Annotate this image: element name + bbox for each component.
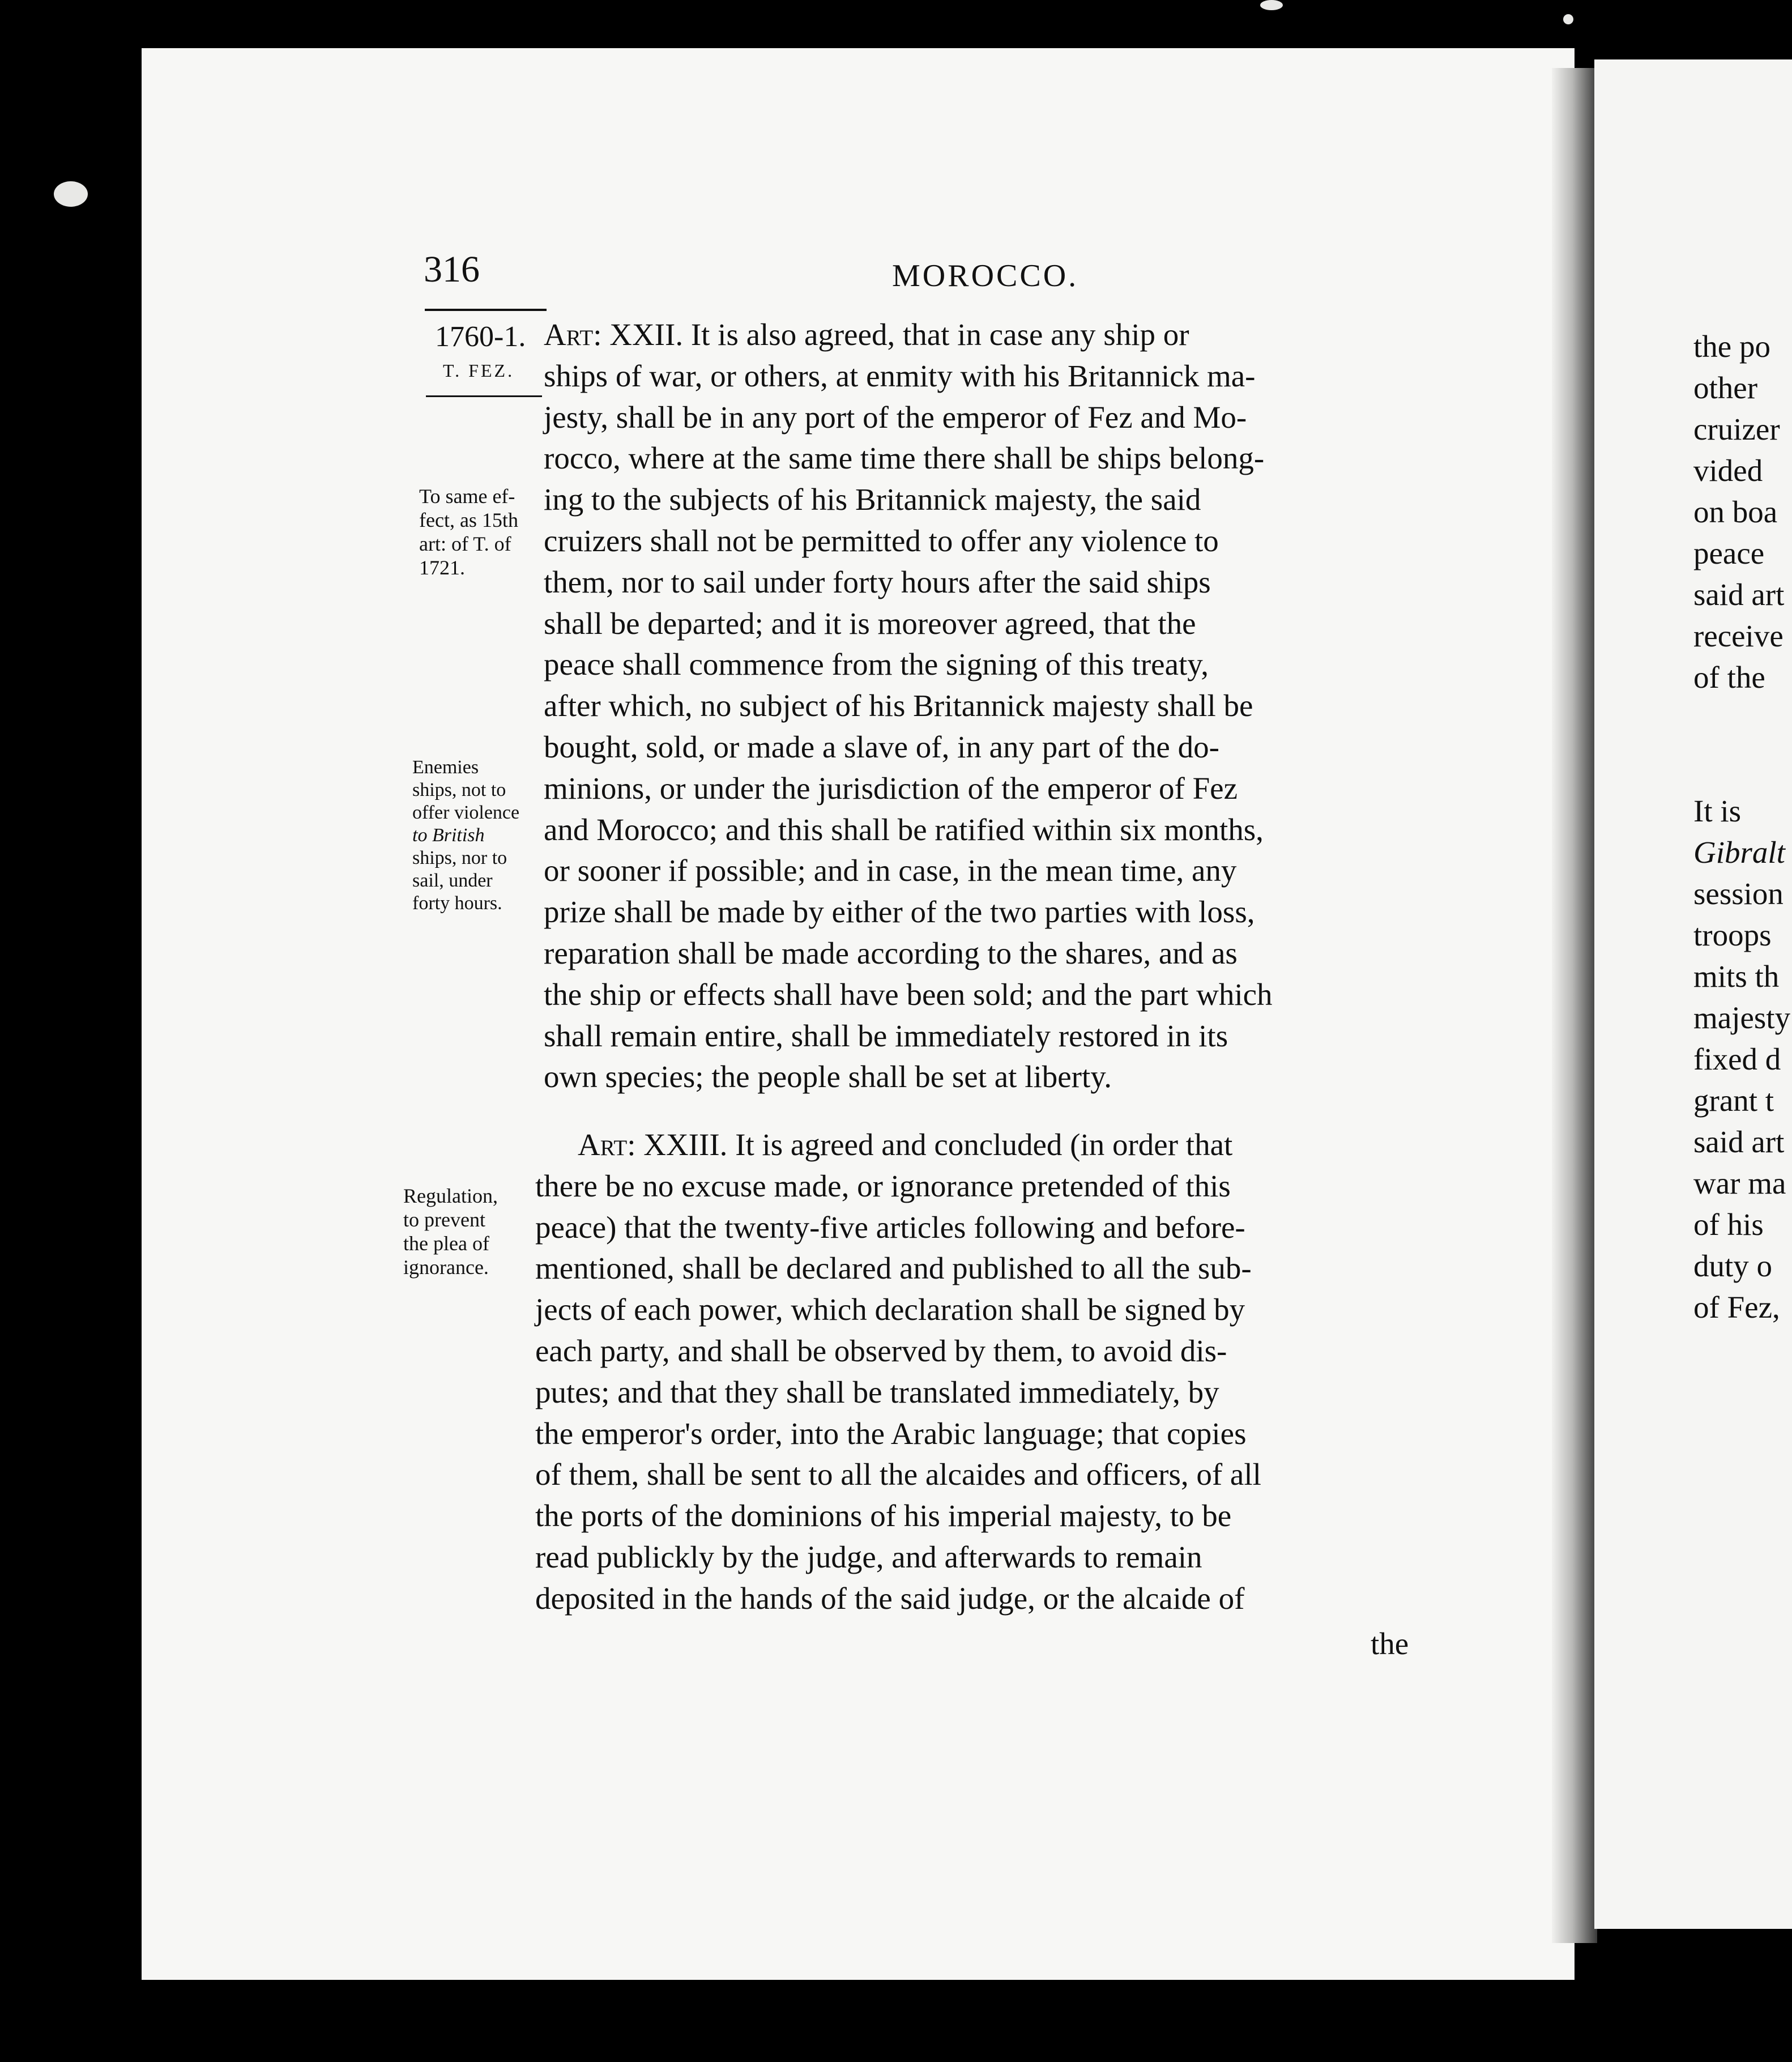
facing-page-text-top [1693, 326, 1784, 698]
margin-note-line: sail, under [412, 870, 493, 891]
article-line: minions, or under the jurisdiction of the emperor of Fez [544, 770, 1238, 806]
margin-note-line: 1721. [419, 556, 465, 579]
margin-note-line: offer violence [412, 802, 520, 823]
margin-note-enemies-ships [412, 756, 519, 915]
article-23 [535, 1124, 1424, 1620]
article-line: jesty, shall be in any port of the emperor of Fez and Mo- [544, 399, 1247, 434]
article-line: each party, and shall be observed by them, to avoid dis- [535, 1333, 1227, 1368]
margin-note-same-effect [419, 484, 518, 580]
margin-treaty: T. FEZ. [443, 360, 515, 381]
article-line: jects of each power, which declaration shall be signed by [535, 1292, 1245, 1327]
margin-note-line: to prevent [403, 1208, 485, 1231]
facing-line: duty o [1693, 1249, 1773, 1283]
article-line: putes; and that they shall be translated immediately, by [535, 1374, 1219, 1409]
facing-page-text-bottom [1693, 790, 1790, 1328]
facing-line: troops [1693, 918, 1772, 952]
facing-line: Gibralt [1693, 835, 1785, 870]
article-line: and Morocco; and this shall be ratified within six months, [544, 812, 1264, 847]
article-line: shall remain entire, shall be immediately restored in its [544, 1018, 1228, 1053]
article-line: shall be departed; and it is moreover agreed, that the [544, 606, 1196, 641]
dust-speck [1563, 14, 1573, 24]
article-line: the emperor's order, into the Arabic language; that copies [535, 1416, 1247, 1451]
article-line: of them, shall be sent to all the alcaides and officers, of all [535, 1457, 1261, 1492]
facing-line: of his [1693, 1207, 1764, 1242]
margin-note-line: To same ef- [419, 485, 515, 508]
margin-note-regulation [403, 1184, 498, 1279]
facing-line: mits th [1693, 959, 1780, 994]
facing-line: other [1693, 370, 1758, 405]
facing-line: of Fez, [1693, 1290, 1780, 1324]
article-line: after which, no subject of his Britannick majesty shall be [544, 688, 1253, 723]
article-text: It is agreed and concluded (in order that [735, 1127, 1233, 1162]
article-line: read publickly by the judge, and afterwards to remain [535, 1539, 1202, 1574]
article-line: peace) that the twenty-five articles following and before- [535, 1209, 1245, 1245]
facing-line: It is [1693, 794, 1742, 828]
article-text: It is also agreed, that in case any ship or [690, 317, 1189, 352]
article-line: mentioned, shall be declared and published to all the sub- [535, 1251, 1252, 1286]
article-line: there be no excuse made, or ignorance pretended of this [535, 1168, 1231, 1203]
facing-line: vided [1693, 453, 1763, 488]
margin-date: 1760-1. [435, 321, 526, 353]
article-line: peace shall commence from the signing of this treaty, [544, 647, 1209, 682]
article-line: them, nor to sail under forty hours after the said ships [544, 564, 1211, 599]
article-heading: Art: XXIII. [578, 1127, 728, 1162]
catchword: the [1371, 1626, 1409, 1661]
facing-line: said art [1693, 1124, 1785, 1159]
facing-line: majesty [1693, 1000, 1791, 1035]
margin-note-line: to British [412, 825, 485, 846]
facing-line: the po [1693, 329, 1770, 364]
margin-note-line: forty hours. [412, 893, 502, 914]
page-number: 316 [424, 249, 480, 290]
dust-speck [54, 181, 88, 207]
margin-note-line: Enemies [412, 757, 479, 778]
article-line: ing to the subjects of his Britannick majesty, the said [544, 482, 1201, 517]
margin-rule-bottom [426, 395, 542, 397]
margin-note-line: Regulation, [403, 1185, 498, 1207]
facing-line: fixed d [1693, 1042, 1781, 1076]
facing-line: said art [1693, 577, 1785, 612]
article-line: prize shall be made by either of the two parties with loss, [544, 894, 1255, 930]
margin-note-line: ships, not to [412, 779, 506, 800]
facing-line: receive [1693, 619, 1784, 653]
article-22 [544, 314, 1439, 1098]
facing-line: of the [1693, 660, 1765, 695]
facing-line: on boa [1693, 495, 1778, 529]
article-line: the ship or effects shall have been sold; and the part which [544, 977, 1273, 1012]
margin-note-line: ships, nor to [412, 847, 507, 868]
running-title: MOROCCO. [892, 258, 1079, 293]
article-line: reparation shall be made according to the shares, and as [544, 935, 1238, 970]
article-line: cruizers shall not be permitted to offer any violence to [544, 523, 1219, 558]
article-line: ships of war, or others, at enmity with his Britannick ma- [544, 358, 1256, 393]
margin-note-line: ignorance. [403, 1256, 489, 1279]
article-heading: Art: XXII. [544, 317, 684, 352]
margin-note-line: the plea of [403, 1232, 489, 1255]
facing-line: grant t [1693, 1083, 1774, 1118]
facing-line: peace [1693, 536, 1765, 570]
margin-note-line: art: of T. of [419, 532, 511, 555]
margin-rule-top [425, 309, 547, 311]
article-line: rocco, where at the same time there shall be ships belong- [544, 441, 1265, 476]
article-line: deposited in the hands of the said judge, or the alcaide of [535, 1580, 1245, 1616]
book-gutter [1552, 68, 1597, 1943]
facing-line: cruizer [1693, 412, 1780, 446]
article-line: or sooner if possible; and in case, in the mean time, any [544, 853, 1237, 888]
article-line [535, 1124, 1424, 1166]
margin-note-line: fect, as 15th [419, 509, 518, 531]
facing-line: war ma [1693, 1166, 1786, 1200]
article-line: bought, sold, or made a slave of, in any part of the do- [544, 729, 1219, 764]
article-line: own species; the people shall be set at liberty. [544, 1059, 1112, 1094]
article-line: the ports of the dominions of his imperial majesty, to be [535, 1498, 1232, 1533]
article-line [544, 314, 1439, 356]
dust-speck [1260, 0, 1283, 10]
facing-line: session [1693, 876, 1784, 911]
